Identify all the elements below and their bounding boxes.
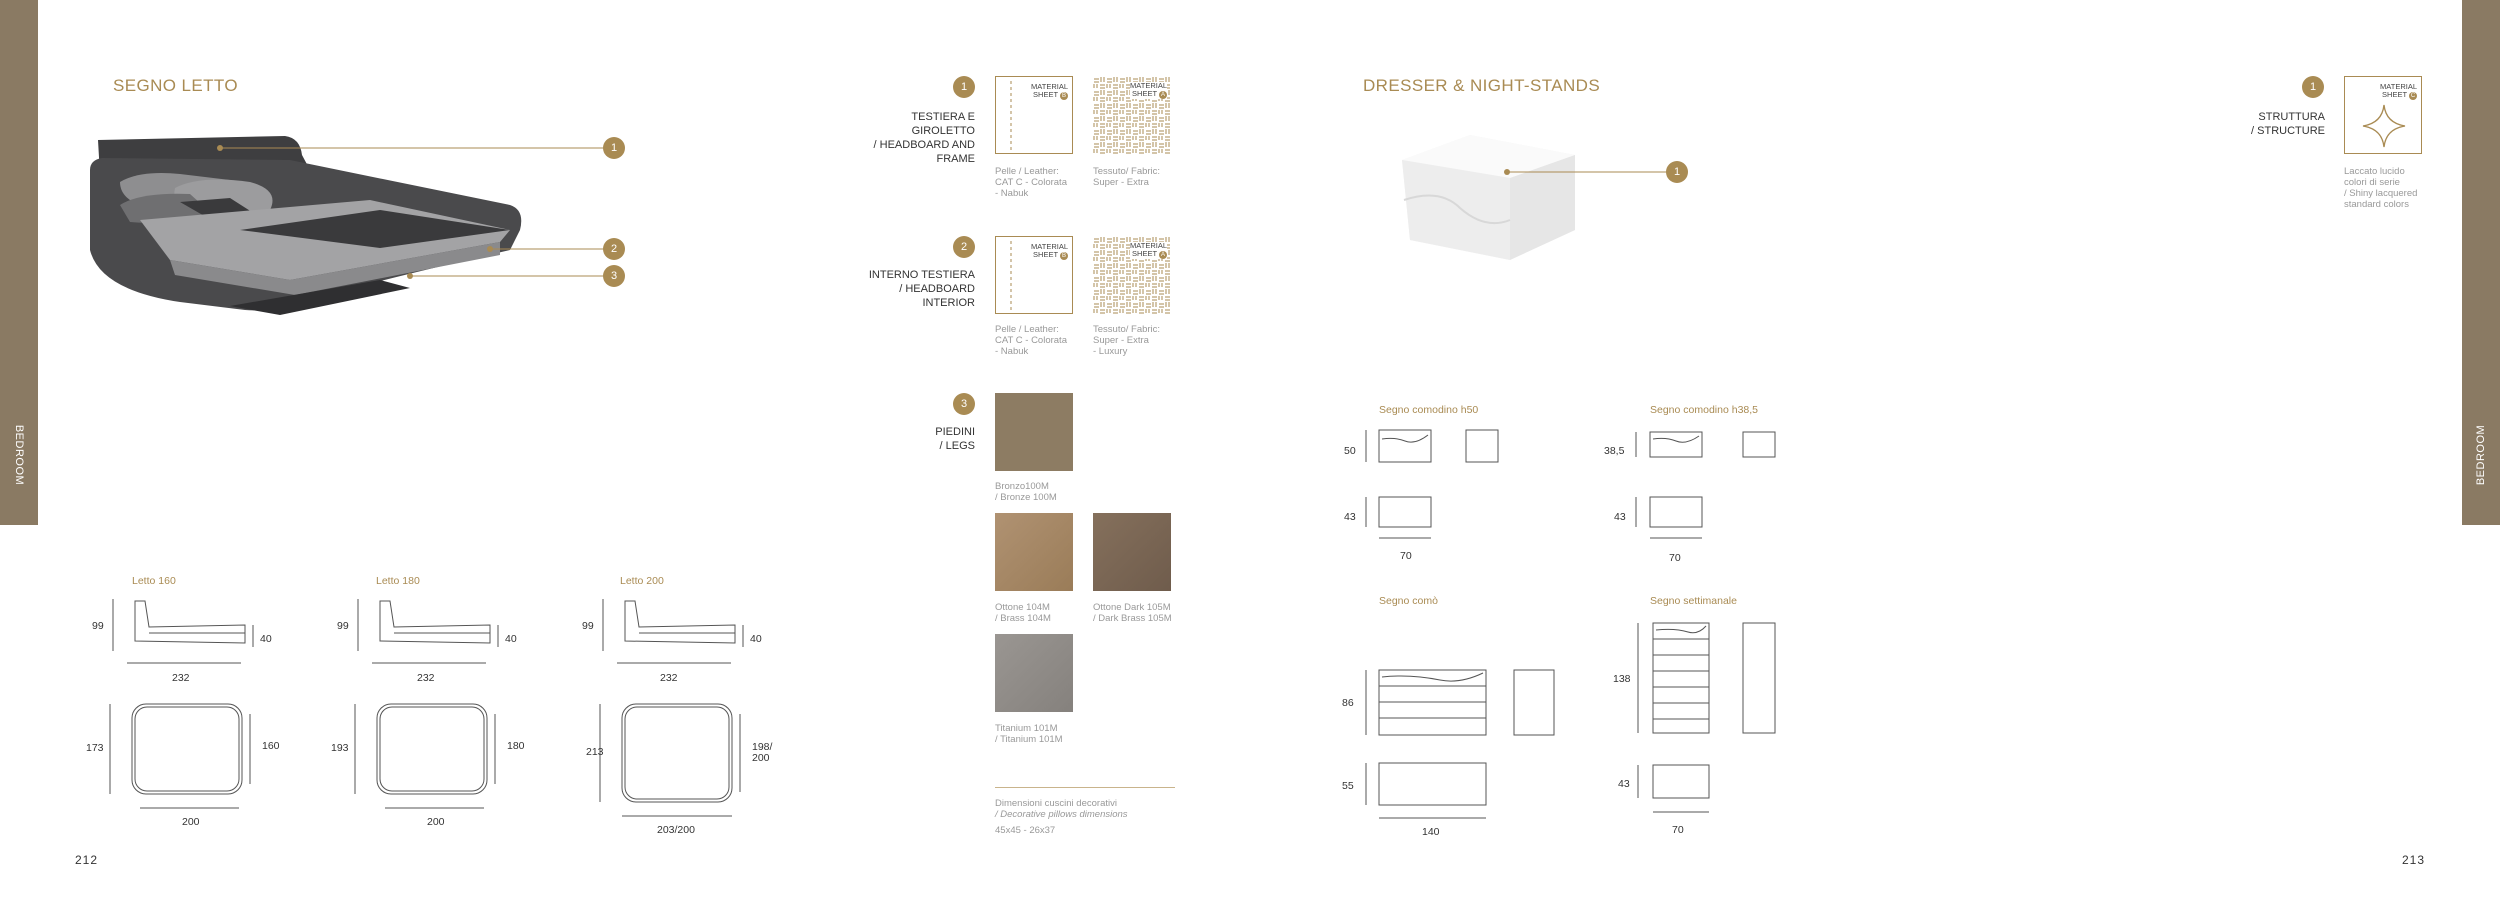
product-drawing [1620, 620, 1780, 830]
material-1-leather-caption: Pelle / Leather: CAT C - Colorata - Nabuk [995, 166, 1067, 199]
dim-height: 99 [92, 620, 104, 632]
material-sheet-leather: MATERIAL SHEET B [995, 236, 1073, 314]
material-2-number: 2 [953, 236, 975, 258]
material-3-label: PIEDINI / LEGS [935, 426, 975, 452]
material-1-label: TESTIERA E GIROLETTO / HEADBOARD AND FRAME [873, 111, 975, 165]
dim-width: 70 [1400, 550, 1412, 562]
dim-length: 232 [660, 672, 678, 684]
finish-caption-titanium: Titanium 101M / Titanium 101M [995, 723, 1063, 745]
dim-height: 55 [1342, 780, 1354, 792]
finish-swatch-dark-brass [1093, 513, 1171, 591]
dim-width: 198/ 200 [752, 741, 773, 764]
pillows-dimensions: 45x45 - 26x37 [995, 825, 1056, 836]
finish-caption-bronze: Bronzo100M / Bronze 100M [995, 481, 1057, 503]
product-drawing [1350, 660, 1570, 830]
dim-height: 38,5 [1604, 445, 1625, 457]
material-2-label: INTERNO TESTIERA / HEADBOARD INTERIOR [868, 269, 975, 309]
material-1-fabric-caption: Tessuto/ Fabric: Super - Extra [1093, 166, 1161, 188]
dim-height: 43 [1614, 511, 1626, 523]
page-title-left: SEGNO LETTO [113, 76, 239, 95]
dim-foot: 40 [260, 633, 272, 645]
bed-name: Letto 180 [376, 575, 420, 587]
dim-width: 140 [1422, 826, 1440, 838]
structure-label: STRUTTURA / STRUCTURE [2251, 111, 2325, 137]
material-2-fabric-caption: Tessuto/ Fabric: Super - Extra - Luxury [1093, 324, 1161, 357]
dim-height: 99 [582, 620, 594, 632]
dim-width: 180 [507, 740, 525, 752]
callout-1: 1 [603, 137, 625, 159]
dim-side: 193 [331, 742, 349, 754]
material-sheet-lacquer: MATERIAL SHEET C [2344, 76, 2422, 154]
structure-number: 1 [2302, 76, 2324, 98]
callout-3: 3 [603, 265, 625, 287]
pillows-divider [995, 787, 1175, 788]
material-sheet-tag: MATERIAL SHEET B [1031, 82, 1068, 99]
dim-bottom: 200 [427, 816, 445, 828]
finish-swatch-brass [995, 513, 1073, 591]
finish-swatch-titanium [995, 634, 1073, 712]
bed-name: Letto 160 [132, 575, 176, 587]
pillows-subtitle: / Decorative pillows dimensions [995, 809, 1128, 820]
bed-top-drawing [105, 700, 265, 820]
product-name: Segno comò [1379, 595, 1438, 607]
structure-caption: Laccato lucido colori di serie / Shiny lacquered standard colors [2344, 166, 2418, 210]
material-3-number: 3 [953, 393, 975, 415]
finish-swatch-bronze [995, 393, 1073, 471]
callout-2: 2 [603, 238, 625, 260]
product-drawing [1350, 425, 1510, 555]
finish-caption-brass: Ottone 104M / Brass 104M [995, 602, 1051, 624]
dim-height: 99 [337, 620, 349, 632]
dim-length: 232 [417, 672, 435, 684]
pillows-title: Dimensioni cuscini decorativi [995, 798, 1117, 809]
dim-width: 70 [1672, 824, 1684, 836]
dim-height: 43 [1618, 778, 1630, 790]
product-drawing [1620, 425, 1780, 555]
dim-side: 173 [86, 742, 104, 754]
bed-name: Letto 200 [620, 575, 664, 587]
material-sheet-fabric: MATERIAL SHEET A [1093, 76, 1171, 154]
page-number-left: 212 [75, 853, 99, 867]
section-tab-label: BEDROOM [2475, 424, 2487, 486]
dim-height: 138 [1613, 673, 1631, 685]
dim-height: 86 [1342, 697, 1354, 709]
page-number-right: 213 [2402, 853, 2426, 867]
nightstand-callout-line [0, 0, 1700, 200]
dim-width: 160 [262, 740, 280, 752]
page-title-right: DRESSER & NIGHT-STANDS [1363, 76, 1601, 95]
material-1-number: 1 [953, 76, 975, 98]
dim-length: 232 [172, 672, 190, 684]
dim-height: 50 [1344, 445, 1356, 457]
material-2-leather-caption: Pelle / Leather: CAT C - Colorata - Nabuk [995, 324, 1067, 357]
dim-bottom: 200 [182, 816, 200, 828]
section-tab-label: BEDROOM [13, 424, 25, 486]
bed-top-drawing [595, 700, 755, 828]
finish-caption-dark-brass: Ottone Dark 105M / Dark Brass 105M [1093, 602, 1172, 624]
dim-height: 43 [1344, 511, 1356, 523]
product-name: Segno comodino h50 [1379, 404, 1479, 416]
dim-side: 213 [586, 746, 604, 758]
dim-bottom: 203/200 [657, 824, 695, 836]
material-sheet-fabric: MATERIAL SHEET A [1093, 236, 1171, 314]
dim-width: 70 [1669, 552, 1681, 564]
callout-1: 1 [1666, 161, 1688, 183]
section-tab-right [2462, 0, 2500, 525]
dim-foot: 40 [505, 633, 517, 645]
product-name: Segno comodino h38,5 [1650, 404, 1758, 416]
product-name: Segno settimanale [1650, 595, 1737, 607]
dim-foot: 40 [750, 633, 762, 645]
bed-top-drawing [350, 700, 510, 820]
